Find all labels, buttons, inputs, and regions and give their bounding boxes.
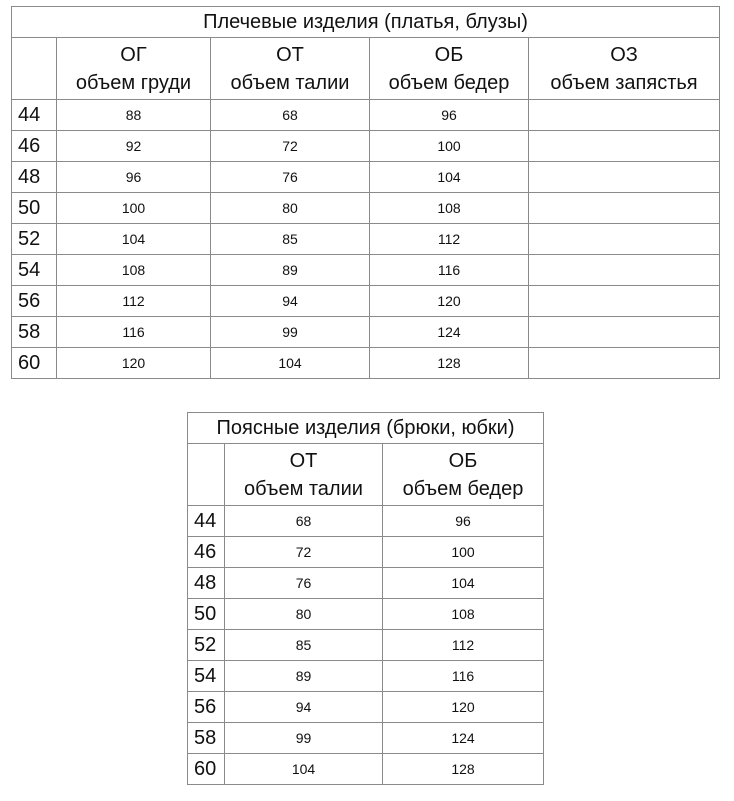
value-cell-ob: 100 xyxy=(370,131,529,162)
value-cell-ob: 116 xyxy=(370,255,529,286)
size-cell: 60 xyxy=(12,348,57,379)
table-row xyxy=(188,692,544,723)
size-cell: 50 xyxy=(12,193,57,224)
size-cell: 54 xyxy=(188,661,225,692)
size-cell: 58 xyxy=(188,723,225,754)
value-cell-ot: 76 xyxy=(211,162,370,193)
column-full-name: объем бедер xyxy=(388,71,510,94)
size-cell: 44 xyxy=(188,506,225,537)
size-cell: 52 xyxy=(188,630,225,661)
table-row xyxy=(12,286,720,317)
value-cell-oz xyxy=(529,317,720,348)
column-full-name: объем талии xyxy=(230,71,350,94)
table-row xyxy=(12,348,720,379)
value-cell-oz xyxy=(529,224,720,255)
value-cell-ob: 128 xyxy=(383,754,544,785)
value-cell-ob: 120 xyxy=(370,286,529,317)
column-full-name: объем бедер xyxy=(402,477,524,500)
value-cell-ot: 80 xyxy=(211,193,370,224)
size-cell: 54 xyxy=(12,255,57,286)
column-abbr: ОТ xyxy=(289,449,318,472)
value-cell-ob: 124 xyxy=(383,723,544,754)
value-cell-og: 108 xyxy=(57,255,211,286)
table-title: Поясные изделия (брюки, юбки) xyxy=(188,413,544,444)
table-row xyxy=(188,537,544,568)
size-header-cell xyxy=(188,444,225,506)
value-cell-oz xyxy=(529,286,720,317)
shoulder-garments-table xyxy=(11,6,720,379)
column-header-ob xyxy=(370,38,529,100)
header-row xyxy=(12,38,720,100)
value-cell-oz xyxy=(529,255,720,286)
value-cell-og: 96 xyxy=(57,162,211,193)
value-cell-ob: 108 xyxy=(383,599,544,630)
value-cell-ot: 72 xyxy=(211,131,370,162)
column-header-og xyxy=(57,38,211,100)
size-cell: 46 xyxy=(12,131,57,162)
value-cell-ob: 100 xyxy=(383,537,544,568)
column-abbr: ОБ xyxy=(448,449,478,472)
value-cell-ot: 104 xyxy=(211,348,370,379)
size-cell: 44 xyxy=(12,100,57,131)
column-full-name: объем талии xyxy=(244,477,363,500)
value-cell-oz xyxy=(529,131,720,162)
size-cell: 58 xyxy=(12,317,57,348)
value-cell-ot: 68 xyxy=(225,506,383,537)
column-header-ot xyxy=(211,38,370,100)
table-row xyxy=(12,255,720,286)
table-row xyxy=(12,317,720,348)
value-cell-ot: 89 xyxy=(211,255,370,286)
value-cell-ot: 80 xyxy=(225,599,383,630)
size-cell: 52 xyxy=(12,224,57,255)
value-cell-ot: 94 xyxy=(211,286,370,317)
value-cell-og: 88 xyxy=(57,100,211,131)
value-cell-oz xyxy=(529,100,720,131)
value-cell-ob: 104 xyxy=(370,162,529,193)
column-header-ot xyxy=(225,444,383,506)
table-row xyxy=(12,224,720,255)
column-full-name: объем груди xyxy=(75,71,192,94)
value-cell-ot: 85 xyxy=(225,630,383,661)
column-abbr: ОТ xyxy=(276,43,304,66)
value-cell-ob: 96 xyxy=(370,100,529,131)
size-cell: 60 xyxy=(188,754,225,785)
waist-garments-table xyxy=(187,412,544,785)
table-row xyxy=(12,162,720,193)
value-cell-ob: 112 xyxy=(383,630,544,661)
value-cell-oz xyxy=(529,162,720,193)
column-abbr: ОБ xyxy=(434,43,464,66)
size-cell: 56 xyxy=(188,692,225,723)
table-row xyxy=(188,630,544,661)
value-cell-og: 120 xyxy=(57,348,211,379)
table-row xyxy=(12,100,720,131)
value-cell-ot: 76 xyxy=(225,568,383,599)
value-cell-og: 116 xyxy=(57,317,211,348)
value-cell-ob: 120 xyxy=(383,692,544,723)
value-cell-ot: 68 xyxy=(211,100,370,131)
table-row xyxy=(188,506,544,537)
value-cell-ot: 104 xyxy=(225,754,383,785)
value-cell-ot: 89 xyxy=(225,661,383,692)
value-cell-ob: 96 xyxy=(383,506,544,537)
value-cell-ot: 85 xyxy=(211,224,370,255)
value-cell-og: 100 xyxy=(57,193,211,224)
column-header-oz xyxy=(529,38,720,100)
value-cell-ob: 108 xyxy=(370,193,529,224)
size-cell: 46 xyxy=(188,537,225,568)
column-abbr: ОГ xyxy=(120,43,147,66)
value-cell-ot: 99 xyxy=(211,317,370,348)
value-cell-ob: 124 xyxy=(370,317,529,348)
table-row xyxy=(188,568,544,599)
size-cell: 56 xyxy=(12,286,57,317)
value-cell-ot: 99 xyxy=(225,723,383,754)
column-header-ob xyxy=(383,444,544,506)
value-cell-ot: 72 xyxy=(225,537,383,568)
value-cell-oz xyxy=(529,193,720,224)
table-row xyxy=(188,754,544,785)
value-cell-og: 104 xyxy=(57,224,211,255)
size-cell: 48 xyxy=(12,162,57,193)
value-cell-og: 112 xyxy=(57,286,211,317)
table-row xyxy=(188,723,544,754)
table-row xyxy=(188,661,544,692)
value-cell-ob: 116 xyxy=(383,661,544,692)
value-cell-ob: 128 xyxy=(370,348,529,379)
value-cell-oz xyxy=(529,348,720,379)
value-cell-ob: 112 xyxy=(370,224,529,255)
value-cell-og: 92 xyxy=(57,131,211,162)
table-row xyxy=(12,131,720,162)
table-title: Плечевые изделия (платья, блузы) xyxy=(12,7,720,38)
size-cell: 50 xyxy=(188,599,225,630)
header-row xyxy=(188,444,544,506)
table-row xyxy=(188,599,544,630)
value-cell-ob: 104 xyxy=(383,568,544,599)
column-full-name: объем запястья xyxy=(550,71,698,94)
column-abbr: ОЗ xyxy=(610,43,638,66)
value-cell-ot: 94 xyxy=(225,692,383,723)
size-cell: 48 xyxy=(188,568,225,599)
table-row xyxy=(12,193,720,224)
size-header-cell xyxy=(12,38,57,100)
